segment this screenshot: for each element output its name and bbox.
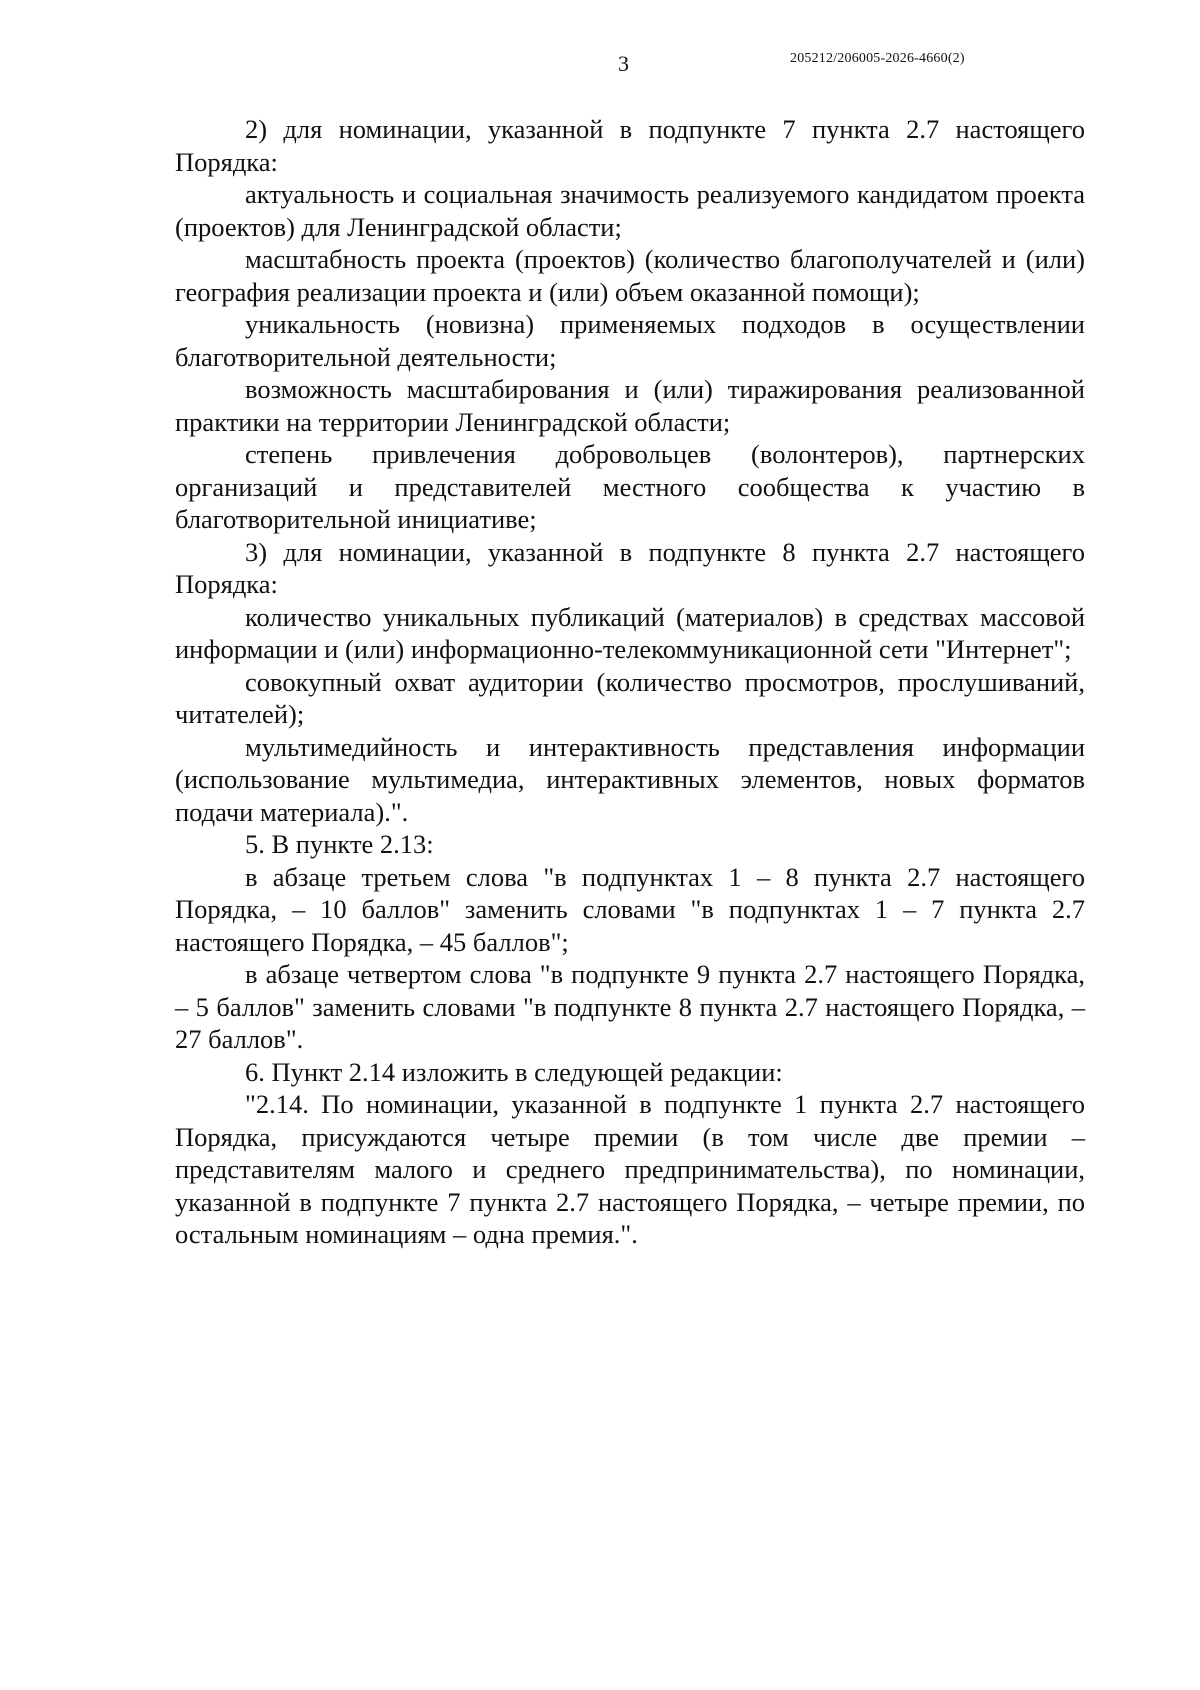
- paragraph-multimedia: мультимедийность и интерактивность представления информации (использование мультимедиа, интерактивных элементов, новых форматов подачи материала).".: [175, 731, 1085, 827]
- paragraph-audience: совокупный охват аудитории (количество просмотров, прослушиваний, читателей);: [175, 666, 1085, 729]
- paragraph-relevance: актуальность и социальная значимость реализуемого кандидатом проекта (проектов) для Ленинградской области;: [175, 179, 1085, 242]
- paragraph-item-5: 5. В пункте 2.13:: [245, 829, 434, 859]
- paragraph-volunteers: степень привлечения добровольцев (волонтеров), партнерских организаций и представителей местного сообщества к участию в благотворительной инициативе;: [175, 439, 1085, 534]
- document-id: 205212/206005-2026-4660(2): [790, 51, 965, 66]
- page-number: 3: [618, 51, 629, 76]
- paragraph-scalability: возможность масштабирования и (или) тиражирования реализованной практики на территории Ленинградской области;: [175, 374, 1085, 437]
- paragraph-nomination-7-heading: 2) для номинации, указанной в подпункте 7 пункта 2.7 настоящего Порядка:: [175, 114, 1085, 177]
- paragraph-fourth-subparagraph: в абзаце четвертом слова "в подпункте 9 пункта 2.7 настоящего Порядка, – 5 баллов" заменить словами "в подпункте 8 пункта 2.7 настоящего Порядка, – 27 баллов".: [175, 959, 1085, 1054]
- paragraph-nomination-8-heading: 3) для номинации, указанной в подпункте 8 пункта 2.7 настоящего Порядка:: [175, 536, 1085, 599]
- paragraph-uniqueness: уникальность (новизна) применяемых подходов в осуществлении благотворительной деятельности;: [175, 309, 1085, 372]
- paragraph-item-6: 6. Пункт 2.14 изложить в следующей редакции:: [245, 1056, 783, 1087]
- paragraph-clause-2-14: "2.14. По номинации, указанной в подпункте 1 пункта 2.7 настоящего Порядка, присуждаются четыре премии (в том числе две премии – представителям малого и среднего предпринимательства), по номинации, указанной в подпункте 7 пункта 2.7 настоящего Порядка, – четыре премии, по остальным номинациям – одна премия.".: [175, 1089, 1085, 1249]
- document-body: [175, 113, 1085, 1251]
- paragraph-publications: количество уникальных публикаций (материалов) в средствах массовой информации и (или) информационно-телекоммуникационной сети "Интернет";: [175, 601, 1085, 664]
- paragraph-third-subparagraph: в абзаце третьем слова "в подпунктах 1 – 8 пункта 2.7 настоящего Порядка, – 10 баллов" заменить словами "в подпунктах 1 – 7 пункта 2.7 настоящего Порядка, – 45 баллов";: [175, 861, 1085, 957]
- paragraph-scale: масштабность проекта (проектов) (количество благополучателей и (или) география реализации проекта и (или) объем оказанной помощи);: [175, 244, 1085, 307]
